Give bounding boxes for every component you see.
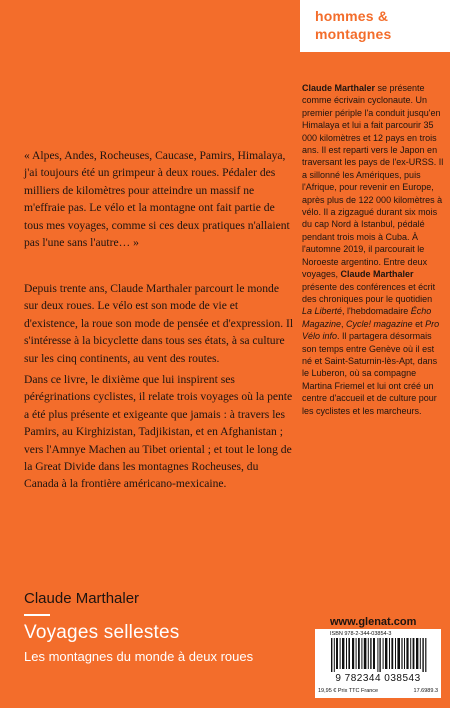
author-bio	[302, 82, 444, 417]
publisher-line-1: hommes &	[315, 8, 389, 24]
paragraph-1: Depuis trente ans, Claude Marthaler parcourt le monde sur deux roues. Le vélo est son mode de vie et d'existence, la roue son mode de pensée et d'expression. Il s'intéresse à la bicyclette dans tous ses états, à sa culture sur les cinq continents, au vent des routes.	[24, 282, 294, 365]
bio-name-2: Claude Marthaler	[340, 269, 414, 280]
bio-pub-2: Écho Magazine	[302, 306, 432, 329]
bio-after-pub-1: , l'hebdomadaire	[342, 306, 411, 317]
book-subtitle: Les montagnes du monde à deux roues	[24, 649, 254, 664]
price-line	[318, 688, 438, 694]
back-cover-text	[24, 280, 294, 497]
product-code: 17.6989.3	[413, 688, 438, 694]
bio-pub-3: Cycle! magazine	[346, 318, 413, 329]
bio-sep-2: et	[412, 318, 426, 329]
price: 19,95 € Prix TTC France	[318, 688, 379, 694]
bio-end: . Il partagera désormais son temps entre Genève où il est né et Saint-Saturnin-lès-Apt, dans le Luberon, où sa compagne Martina Friemel et lui ont créé un centre d'accueil et de culture pour les cyclistes et les marcheurs.	[302, 331, 438, 416]
isbn: ISBN 978-2-344-03854-3	[330, 631, 392, 637]
barcode-number: 9 782344 038543	[335, 673, 421, 684]
paragraph-2: Dans ce livre, le dixième que lui inspirent ses pérégrinations cyclistes, il relate trois voyages où la pente a été plus présente et exigeante que jamais : à travers les Pamirs, au Kirghizistan, Tadjikistan, et en Afghanistan ; vers l'Amnye Machen au Tibet oriental ; et tout le long de la Great Divide dans les montagnes Rocheuses, du Canada à la frontière américano-mexicaine.	[24, 373, 293, 491]
bio-pub-4: Pro Vélo info	[302, 318, 440, 342]
bio-pub-1: La Liberté	[302, 306, 343, 317]
bio-mid: présente des conférences et écrit des chroniques pour le quotidien	[302, 281, 436, 304]
divider	[24, 614, 50, 616]
bio-intro: se présente comme écrivain cyclonaute. Un premier périple l'a conduit jusqu'en Himalaya et lui a fait parcourir 35 000 kilomètres et 12 pays en trois ans. Il est reparti vers le Japon en traversant les pays de l'ex-URSS. Il a sillonné les Amériques, puis l'Afrique, pour revenir en Europe, après plus de 122 000 kilomètres à vélo. Il a zigzagué durant six mois du cap Nord à Istanbul, pédalé pendant trois mois à Cuba. À l'automne 2019, il parcourait le Noroeste argentino. Entre deux voyages,	[302, 83, 444, 280]
author-name: Claude Marthaler	[24, 590, 140, 607]
publisher-line-2: montagnes	[315, 26, 392, 42]
barcode-icon	[331, 638, 427, 672]
publisher-website: www.glenat.com	[330, 616, 417, 628]
bio-name: Claude Marthaler	[302, 83, 376, 93]
author-quote: « Alpes, Andes, Rocheuses, Caucase, Pamirs, Himalaya, j'ai toujours été un grimpeur à deux roues. Pédaler des milliers de kilomètres pour atteindre un massif ne m'effraie pas. Le vélo et la montagne ont fait partie de tous mes voyages, comme si ces deux pratiques n'allaient pas l'une sans l'autre… »	[24, 149, 290, 250]
book-title: Voyages sellestes	[24, 622, 180, 643]
bio-sep-1: ,	[341, 318, 347, 329]
